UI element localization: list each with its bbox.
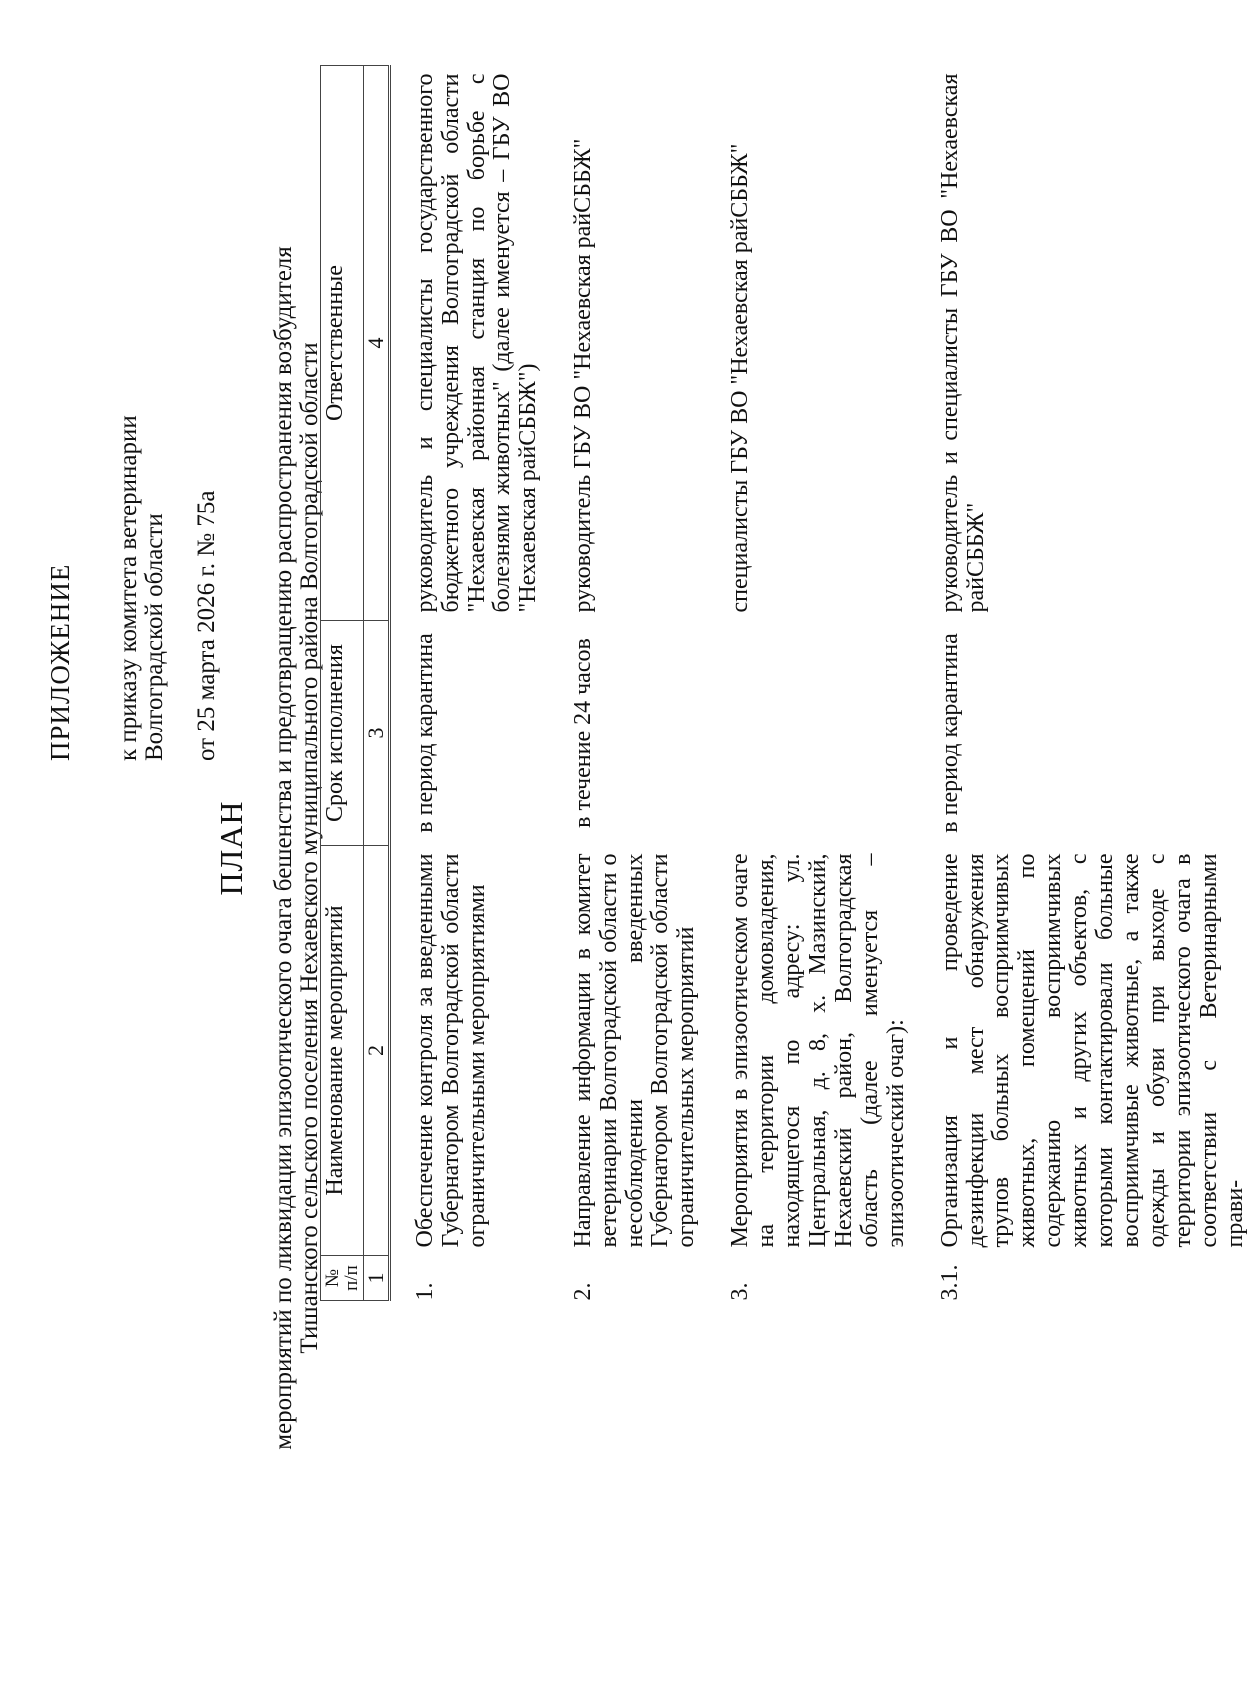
measure-name: Организация и проведение дезинфекции мест обнаружения трупов больных восприимчивых животных, помещений по содержанию восприимчивых животных и других объектов, с которыми контактировали больные восприимчивые животные, а также одежды и обуви при выходе с территории эпизоотического очага в соответствии с Ветеринарными прави- — [936, 853, 1248, 1248]
row-number: 2. — [569, 1282, 596, 1301]
column-number: 4 — [364, 66, 390, 621]
column-number: 1 — [364, 1256, 390, 1301]
column-header-term: Срок исполнения — [321, 621, 364, 846]
measure-name: Обеспечение контроля за введенными Губернатором Волгоградской области ограничительными мероприятиями — [411, 853, 490, 1248]
column-number: 2 — [364, 846, 390, 1256]
responsible-party: руководитель и специалисты государственного бюджетного учреждения Волгоградской области "Нехаевская районная станция по борьбе с болезнями животных" (далее именуется – ГБУ ВО "Нехаевская райСББЖ") — [411, 73, 542, 613]
row-number: 1. — [411, 1282, 438, 1301]
measure-name: Направление информации в комитет ветеринарии Волгоградской области о несоблюдении введенных Губернатором Волгоградской области ограничительных мероприятий — [569, 853, 700, 1248]
column-numbers-row — [364, 66, 390, 1301]
attachment-title: ПРИЛОЖЕНИЕ — [45, 563, 75, 761]
execution-term: в течение 24 часов — [569, 638, 596, 828]
plan-table — [320, 65, 1255, 1301]
responsible-party: руководитель и специалисты ГБУ ВО "Нехаевская райСББЖ" — [936, 73, 989, 613]
row-number: 3.1. — [936, 1264, 963, 1301]
plan-title: ПЛАН — [213, 800, 249, 896]
responsible-party: руководитель ГБУ ВО "Нехаевская райСББЖ" — [569, 138, 596, 613]
column-header-number: № п/п — [321, 1256, 364, 1301]
execution-term — [706, 621, 915, 846]
table-row — [549, 66, 707, 1301]
column-header-responsible: Ответственные — [321, 66, 364, 621]
responsible-party: специалисты ГБУ ВО "Нехаевская райСББЖ" — [727, 143, 754, 613]
table-row — [389, 66, 549, 1301]
measure-name: Мероприятия в эпизоотическом очаге на территории домовладения, находящегося по адресу: ул. Центральная, д. 8, х. Мазинский, Нехаевский район, Волгоградская область (далее именуется – эпизоотический очаг): — [727, 853, 909, 1248]
table-row — [916, 66, 1255, 1301]
table-row — [706, 66, 915, 1301]
column-header-name: Наименование мероприятий — [321, 846, 364, 1256]
order-reference-line-2: Волгоградской области — [141, 513, 168, 761]
row-number: 3. — [727, 1282, 754, 1301]
execution-term: в период карантина — [411, 633, 438, 833]
order-reference-line-1: к приказу комитета ветеринарии — [115, 415, 142, 761]
column-number: 3 — [364, 621, 390, 846]
order-date: от 25 марта 2026 г. № 75а — [193, 490, 220, 761]
table-header-row — [321, 66, 364, 1301]
plan-subtitle-line-1: мероприятий по ликвидации эпизоотического очага бешенства и предотвращению распространения возбудителя — [270, 246, 297, 1450]
plan-subtitle-line-2: Тишанского сельского поселения Нехаевского муниципального района Волгоградской области — [296, 342, 323, 1354]
execution-term: в период карантина — [936, 633, 963, 833]
